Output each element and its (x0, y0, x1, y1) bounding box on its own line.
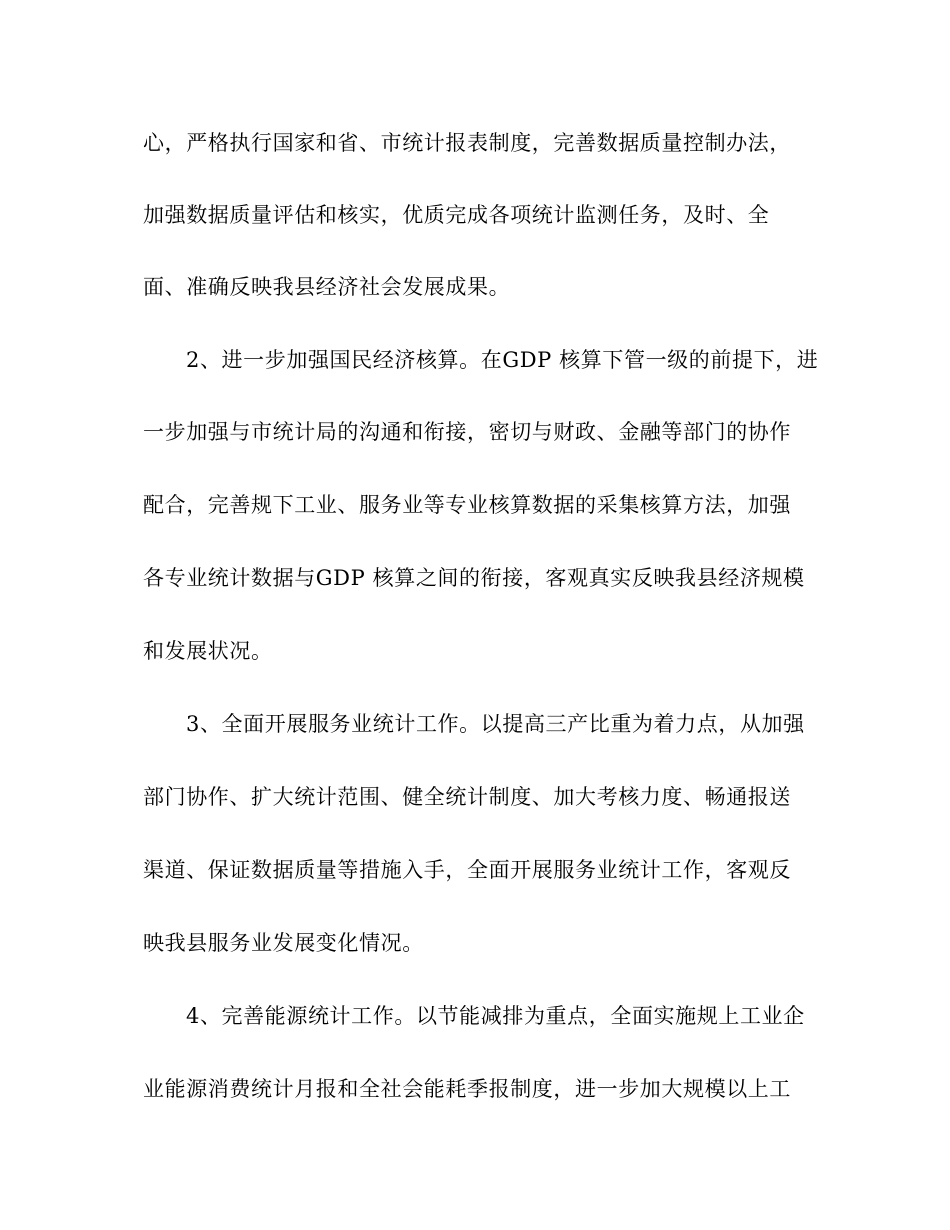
text-line: 和发展状况。 (143, 639, 273, 663)
text-line: 部门协作、扩大统计范围、健全统计制度、加大考核力度、畅通报送 (143, 785, 791, 809)
text-line: 加强数据质量评估和核实，优质完成各项统计监测任务，及时、全 (143, 203, 770, 227)
text-line: 心，严格执行国家和省、市统计报表制度，完善数据质量控制办法， (143, 131, 791, 155)
text-line: 配合，完善规下工业、服务业等专业核算数据的采集核算方法，加强 (143, 493, 791, 517)
text-line: 渠道、保证数据质量等措施入手，全面开展服务业统计工作，客观反 (143, 858, 791, 882)
text-line: 面、准确反映我县经济社会发展成果。 (143, 275, 511, 299)
text-line: 各专业统计数据与GDP 核算之间的衔接，客观真实反映我县经济规模 (143, 566, 805, 590)
paragraph-first-line: 4、完善能源统计工作。以节能减排为重点，全面实施规上工业企 (186, 1004, 805, 1028)
text-line: 业能源消费统计月报和全社会能耗季报制度，进一步加大规模以上工 (143, 1077, 791, 1101)
text-line: 一步加强与市统计局的沟通和衔接，密切与财政、金融等部门的协作 (143, 420, 791, 444)
text-line: 映我县服务业发展变化情况。 (143, 931, 424, 955)
paragraph-first-line: 3、全面开展服务业统计工作。以提高三产比重为着力点，从加强 (186, 712, 805, 736)
paragraph-first-line: 2、进一步加强国民经济核算。在GDP 核算下管一级的前提下，进 (186, 348, 819, 372)
